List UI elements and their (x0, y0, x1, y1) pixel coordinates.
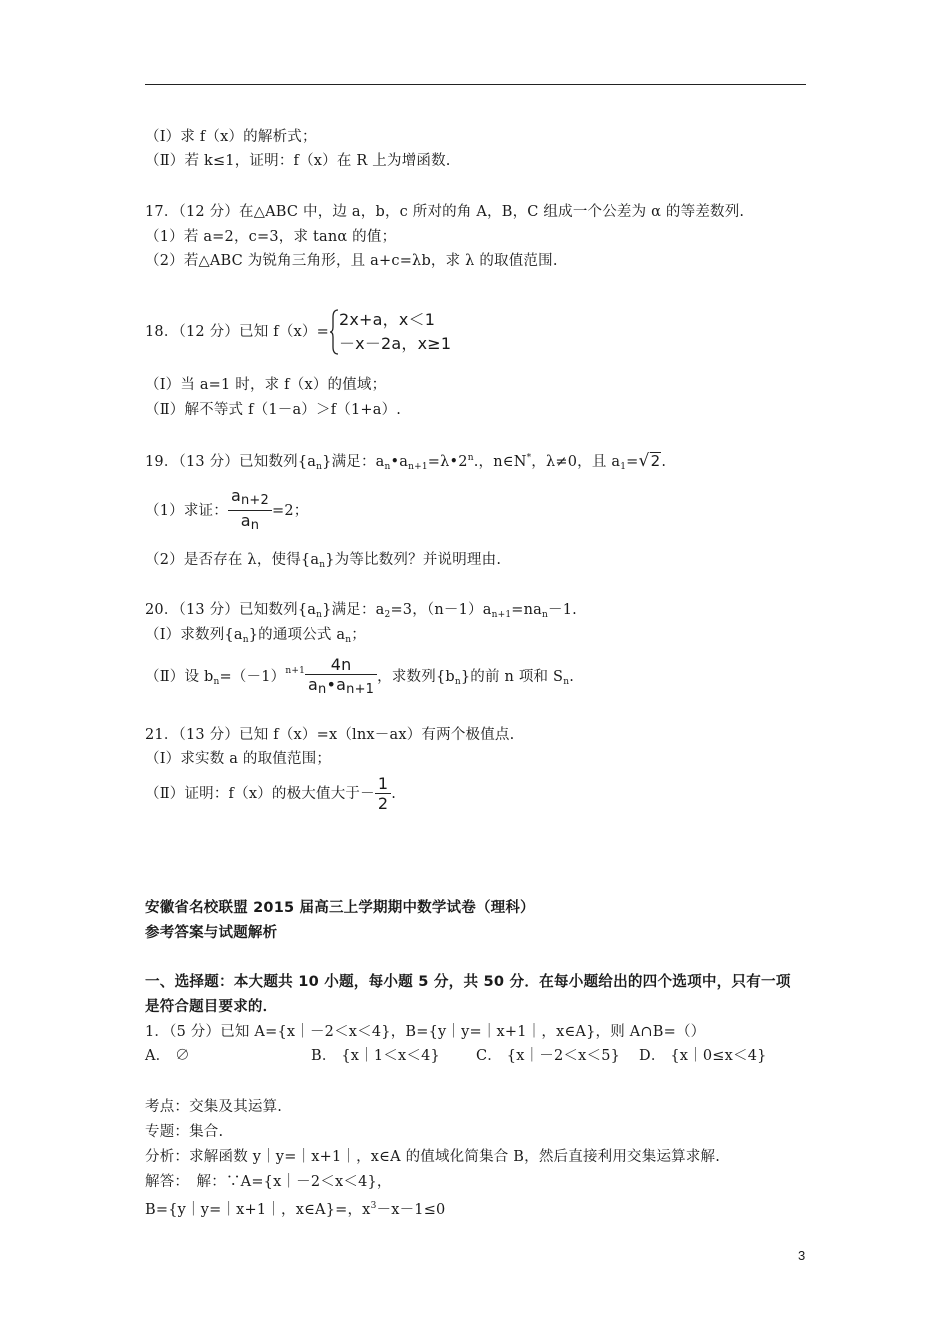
q21-fraction (375, 774, 391, 814)
q18-case2: －x－2a，x≥1 (338, 334, 452, 353)
option-c: C． {x｜－2＜x＜5} (476, 1048, 621, 1064)
zhuanti: 专题：集合. (145, 1124, 224, 1140)
left-brace-icon (329, 309, 339, 355)
sqrt-icon: √ (638, 451, 650, 471)
sub-n: n (345, 635, 352, 645)
sub-n1: n+1 (408, 462, 428, 472)
sub-n: n (316, 462, 323, 472)
q20-part2-d: }的前 n 项和 S (460, 669, 564, 685)
option-b: B． {x｜1＜x＜4} (311, 1048, 440, 1064)
q19-fraction (228, 486, 272, 536)
q20-fraction (305, 655, 377, 700)
q21-frac-num: 1 (375, 774, 391, 794)
q20-stem-b: }满足：a (322, 602, 385, 618)
q18-stem-line (145, 308, 451, 356)
sub-n: n (213, 677, 220, 687)
q20-part2 (145, 648, 574, 705)
q19-frac-num (228, 486, 272, 511)
q19-part1-label: （1）求证： (145, 503, 228, 519)
q20-part1-b: }的通项公式 a (248, 627, 346, 643)
sub-n: n (384, 462, 391, 472)
header-rule (145, 84, 806, 85)
q20-stem-a: 20．（13 分）已知数列{a (145, 602, 317, 618)
option-d: D． {x｜0≤x＜4} (639, 1048, 767, 1064)
sub-n: n (319, 560, 326, 570)
frac-num-sub: n+2 (240, 493, 269, 508)
q19-frac-den (228, 511, 272, 536)
q18-stem: 18．（12 分）已知 f（x）= (145, 324, 329, 340)
q20-part1 (145, 625, 366, 650)
q19-stem-end: . (661, 454, 667, 470)
q17-part2: （2）若△ABC 为锐角三角形，且 a+c=λb，求 λ 的取值范围. (145, 253, 558, 269)
q16-part2: （Ⅱ）若 k≤1，证明：f（x）在 R 上为增函数. (145, 153, 451, 169)
q19-stem-d: =λ•2 (427, 454, 468, 470)
q19-stem-b: }满足：a (322, 454, 385, 470)
q19-part1-eq: =2； (271, 503, 309, 519)
frac-den-a: a (240, 511, 251, 530)
q18-part2: （Ⅱ）解不等式 f（1－a）＞f（1+a）. (145, 402, 402, 418)
q21-part1: （Ⅰ）求实数 a 的取值范围； (145, 751, 332, 767)
q20-stem-d: =na (511, 602, 542, 618)
fenxi: 分析：求解函数 y｜y=｜x+1｜，x∈A 的值域化简集合 B，然后直接利用交集运算求解. (145, 1149, 721, 1165)
section1-heading-line1: 一、选择题：本大题共 10 小题，每小题 5 分，共 50 分．在每小题给出的四个选项中，只有一项 (145, 973, 791, 990)
sup-star: * (526, 453, 532, 463)
q19-part2-b: }为等比数列？并说明理由. (325, 552, 502, 568)
q21-part2-a: （Ⅱ）证明：f（x）的极大值大于－ (145, 786, 375, 802)
q20-sup: n+1 (285, 666, 305, 676)
kaodian: 考点：交集及其运算. (145, 1099, 283, 1115)
solution-line (145, 1196, 445, 1220)
solution-line-b: －x－1≤0 (376, 1202, 446, 1218)
q21-frac-den: 2 (377, 794, 389, 813)
q17-part1: （1）若 a=2，c=3，求 tanα 的值； (145, 229, 397, 245)
frac-den-a: a (308, 674, 319, 694)
frac-num-a: a (230, 486, 241, 505)
q20-stem-c: =3，（n－1）a (390, 602, 492, 618)
q20-frac-num: 4n (305, 655, 377, 675)
q19-stem-c: •a (390, 454, 409, 470)
q20-part2-e: . (569, 669, 574, 685)
q20-part2-c: ，求数列{b (377, 669, 455, 685)
q18-part1: （Ⅰ）当 a=1 时，求 f（x）的值域； (145, 377, 387, 393)
page-number: 3 (798, 1248, 806, 1263)
q19-stem-e: .，n∈N (473, 454, 527, 470)
sub-n1: n+1 (491, 610, 512, 620)
frac-den-sub-n1: n+1 (346, 681, 375, 697)
answers-subtitle: 参考答案与试题解析 (145, 925, 278, 941)
q19-part1 (145, 486, 308, 536)
q19-stem-a: 19．（13 分）已知数列{a (145, 454, 317, 470)
answer-q1-options (145, 1046, 190, 1066)
q21-part2-end: . (391, 786, 397, 802)
q19-stem-g: = (626, 454, 639, 470)
frac-den-sub-n: n (318, 681, 327, 697)
q19-part2-a: （2）是否存在 λ，使得{a (145, 552, 320, 568)
sub-n: n (242, 635, 249, 645)
q18-cases (339, 308, 451, 356)
q16-part1: （Ⅰ）求 f（x）的解析式； (145, 129, 317, 145)
q19-stem (145, 448, 666, 477)
sub-n: n (563, 677, 570, 687)
answer-q1-stem: 1．（5 分）已知 A={x｜－2＜x＜4}，B={y｜y=｜x+1｜，x∈A}，则 A∩B=（） (145, 1024, 706, 1040)
q20-stem-e: －1. (548, 602, 577, 618)
q20-part1-c: ； (351, 627, 366, 643)
q20-part1-a: （Ⅰ）求数列{a (145, 627, 243, 643)
answers-title: 安徽省名校联盟 2015 届高三上学期期中数学试卷（理科） (145, 900, 535, 916)
sub-two: 2 (384, 610, 391, 620)
q20-frac-den (305, 675, 377, 700)
sub-n: n (542, 610, 548, 620)
q21-stem: 21．（13 分）已知 f（x）=x（lnx－ax）有两个极值点. (145, 727, 515, 743)
q18-piecewise (329, 308, 451, 356)
q18-case1: 2x+a，x＜1 (338, 310, 436, 329)
solution-line-a: B={y｜y=｜x+1｜，x∈A}=，x (145, 1202, 371, 1218)
sup-n: n (467, 453, 474, 463)
q20-part2-a: （Ⅱ）设 b (145, 669, 214, 685)
sub-n: n (316, 610, 323, 620)
q19-sqrt-value: 2 (650, 452, 661, 470)
q20-part2-b: =（－1） (219, 669, 286, 685)
q21-part2 (145, 772, 396, 816)
frac-den-sub: n (250, 518, 260, 533)
q19-stem-f: ，λ≠0，且 a (531, 454, 621, 470)
sub-one: 1 (620, 462, 627, 472)
q19-part2 (145, 550, 501, 575)
q20-stem (145, 600, 577, 625)
frac-den-b: •a (326, 674, 347, 694)
section1-heading-line2: 是符合题目要求的． (145, 999, 278, 1015)
q17-stem: 17．（12 分）在△ABC 中，边 a，b，c 所对的角 A，B，C 组成一个公差为 α 的等差数列. (145, 204, 745, 220)
jieda: 解答： 解：∵A={x｜－2＜x＜4}， (145, 1174, 392, 1190)
sup-three: 3 (370, 1201, 377, 1211)
option-a: A． ∅ (145, 1048, 190, 1064)
sub-n: n (454, 677, 461, 687)
